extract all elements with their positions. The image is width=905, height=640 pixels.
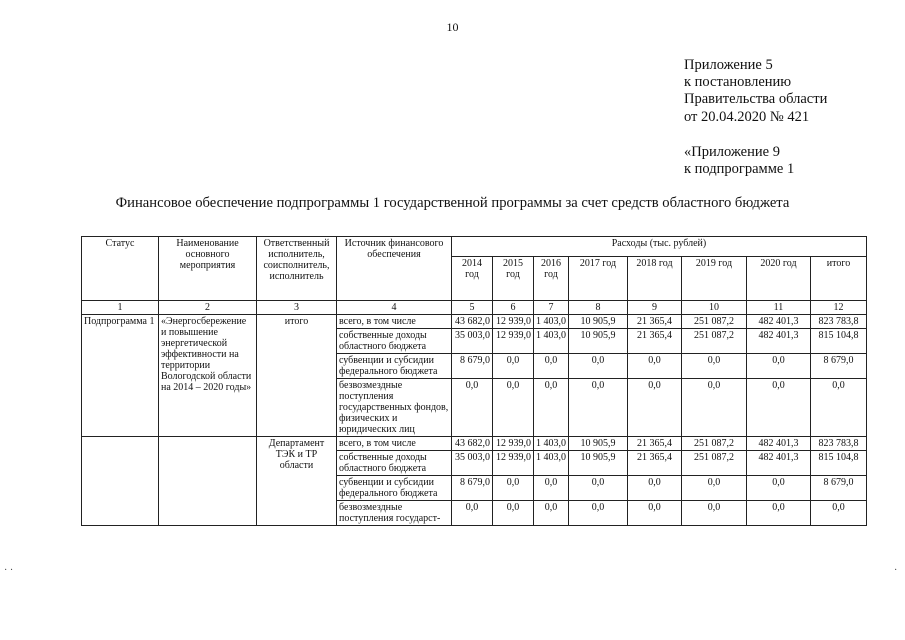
value-cell: 1 403,0 <box>534 437 569 451</box>
value-cell: 0,0 <box>682 501 747 526</box>
value-cell: 0,0 <box>569 354 628 379</box>
margin-mark: · · <box>4 565 14 576</box>
value-cell: 251 087,2 <box>682 451 747 476</box>
value-cell: 10 905,9 <box>569 451 628 476</box>
value-cell: 0,0 <box>747 379 811 437</box>
column-number: 5 <box>452 301 493 315</box>
value-cell: 0,0 <box>811 379 867 437</box>
value-cell: 0,0 <box>493 354 534 379</box>
source-cell: безвозмездные поступления государственных фондов, физических и юридических лиц <box>337 379 452 437</box>
margin-mark: · <box>894 565 898 576</box>
column-number: 2 <box>159 301 257 315</box>
value-cell: 0,0 <box>569 501 628 526</box>
page-number: 10 <box>446 20 459 34</box>
column-number-row <box>82 301 867 315</box>
value-cell: 12 939,0 <box>493 315 534 329</box>
appendix-line: к постановлению <box>684 74 792 91</box>
year-header: 2017 год <box>569 257 628 301</box>
column-number: 8 <box>569 301 628 315</box>
table-row <box>82 315 867 329</box>
value-cell: 482 401,3 <box>747 329 811 354</box>
value-cell: 0,0 <box>493 476 534 501</box>
value-cell: 0,0 <box>534 476 569 501</box>
value-cell: 0,0 <box>569 476 628 501</box>
source-cell: безвозмездные поступления государст- <box>337 501 452 526</box>
value-cell: 12 939,0 <box>493 451 534 476</box>
value-cell: 10 905,9 <box>569 329 628 354</box>
table-row <box>82 437 867 451</box>
financing-table <box>81 236 867 526</box>
document-title: Финансовое обеспечение подпрограммы 1 государственной программы за счет средств областного бюджета <box>115 195 790 211</box>
appendix-line: от 20.04.2020 № 421 <box>684 108 810 125</box>
value-cell: 0,0 <box>682 476 747 501</box>
source-cell: всего, в том числе <box>337 437 452 451</box>
value-cell: 0,0 <box>628 354 682 379</box>
value-cell: 21 365,4 <box>628 315 682 329</box>
value-cell: 0,0 <box>747 501 811 526</box>
value-cell: 1 403,0 <box>534 315 569 329</box>
value-cell: 251 087,2 <box>682 329 747 354</box>
value-cell: 10 905,9 <box>569 437 628 451</box>
year-header: 2016 год <box>534 257 569 301</box>
value-cell: 21 365,4 <box>628 437 682 451</box>
year-header: 2020 год <box>747 257 811 301</box>
status-cell <box>82 437 159 526</box>
source-cell: субвенции и субсидии федерального бюджета <box>337 354 452 379</box>
column-number: 9 <box>628 301 682 315</box>
column-number: 1 <box>82 301 159 315</box>
header-row <box>82 237 867 257</box>
header-source: Источник финансового обеспечения <box>337 237 452 301</box>
value-cell: 823 783,8 <box>811 315 867 329</box>
year-header: 2014 год <box>452 257 493 301</box>
value-cell: 815 104,8 <box>811 329 867 354</box>
column-number: 4 <box>337 301 452 315</box>
subappendix-block <box>684 144 794 178</box>
value-cell: 21 365,4 <box>628 451 682 476</box>
value-cell: 0,0 <box>569 379 628 437</box>
source-cell: всего, в том числе <box>337 315 452 329</box>
header-executor: Ответственный исполнитель, соисполнитель, исполнитель <box>257 237 337 301</box>
value-cell: 251 087,2 <box>682 437 747 451</box>
subappendix-line: «Приложение 9 <box>684 144 780 160</box>
value-cell: 815 104,8 <box>811 451 867 476</box>
value-cell: 0,0 <box>811 501 867 526</box>
year-header: итого <box>811 257 867 301</box>
year-header: 2018 год <box>628 257 682 301</box>
value-cell: 0,0 <box>628 501 682 526</box>
header-expenses: Расходы (тыс. рублей) <box>452 237 867 257</box>
source-cell: субвенции и субсидии федерального бюджета <box>337 476 452 501</box>
appendix-line: Правительства области <box>684 91 828 108</box>
value-cell: 0,0 <box>628 476 682 501</box>
value-cell: 35 003,0 <box>452 329 493 354</box>
value-cell: 8 679,0 <box>811 354 867 379</box>
value-cell: 0,0 <box>682 354 747 379</box>
source-cell: собственные доходы областного бюджета <box>337 329 452 354</box>
value-cell: 0,0 <box>452 501 493 526</box>
value-cell: 482 401,3 <box>747 315 811 329</box>
subappendix-line: к подпрограмме 1 <box>684 161 795 178</box>
appendix-block <box>684 57 827 126</box>
value-cell: 10 905,9 <box>569 315 628 329</box>
value-cell: 43 682,0 <box>452 437 493 451</box>
value-cell: 1 403,0 <box>534 451 569 476</box>
value-cell: 12 939,0 <box>493 437 534 451</box>
value-cell: 0,0 <box>534 354 569 379</box>
column-number: 12 <box>811 301 867 315</box>
value-cell: 35 003,0 <box>452 451 493 476</box>
value-cell: 21 365,4 <box>628 329 682 354</box>
column-number: 6 <box>493 301 534 315</box>
value-cell: 823 783,8 <box>811 437 867 451</box>
value-cell: 251 087,2 <box>682 315 747 329</box>
value-cell: 0,0 <box>747 476 811 501</box>
executor-cell: итого <box>257 315 337 437</box>
value-cell: 0,0 <box>493 501 534 526</box>
column-number: 7 <box>534 301 569 315</box>
year-header: 2015 год <box>493 257 534 301</box>
value-cell: 1 403,0 <box>534 329 569 354</box>
value-cell: 12 939,0 <box>493 329 534 354</box>
activity-name-cell <box>159 437 257 526</box>
column-number: 10 <box>682 301 747 315</box>
status-cell: Подпрограмма 1 <box>82 315 159 437</box>
value-cell: 0,0 <box>452 379 493 437</box>
value-cell: 482 401,3 <box>747 451 811 476</box>
value-cell: 0,0 <box>534 379 569 437</box>
value-cell: 0,0 <box>747 354 811 379</box>
header-name: Наименование основного мероприятия <box>159 237 257 301</box>
value-cell: 0,0 <box>493 379 534 437</box>
activity-name-cell: «Энергосбережение и повышение энергетической эффективности на территории Вологодской области на 2014 – 2020 годы» <box>159 315 257 437</box>
executor-cell: Департамент ТЭК и ТР области <box>257 437 337 526</box>
value-cell: 0,0 <box>628 379 682 437</box>
value-cell: 482 401,3 <box>747 437 811 451</box>
value-cell: 43 682,0 <box>452 315 493 329</box>
value-cell: 8 679,0 <box>452 354 493 379</box>
column-number: 3 <box>257 301 337 315</box>
value-cell: 8 679,0 <box>452 476 493 501</box>
header-status: Статус <box>82 237 159 301</box>
appendix-line: Приложение 5 <box>684 57 773 73</box>
value-cell: 0,0 <box>534 501 569 526</box>
value-cell: 8 679,0 <box>811 476 867 501</box>
column-number: 11 <box>747 301 811 315</box>
year-header: 2019 год <box>682 257 747 301</box>
value-cell: 0,0 <box>682 379 747 437</box>
source-cell: собственные доходы областного бюджета <box>337 451 452 476</box>
